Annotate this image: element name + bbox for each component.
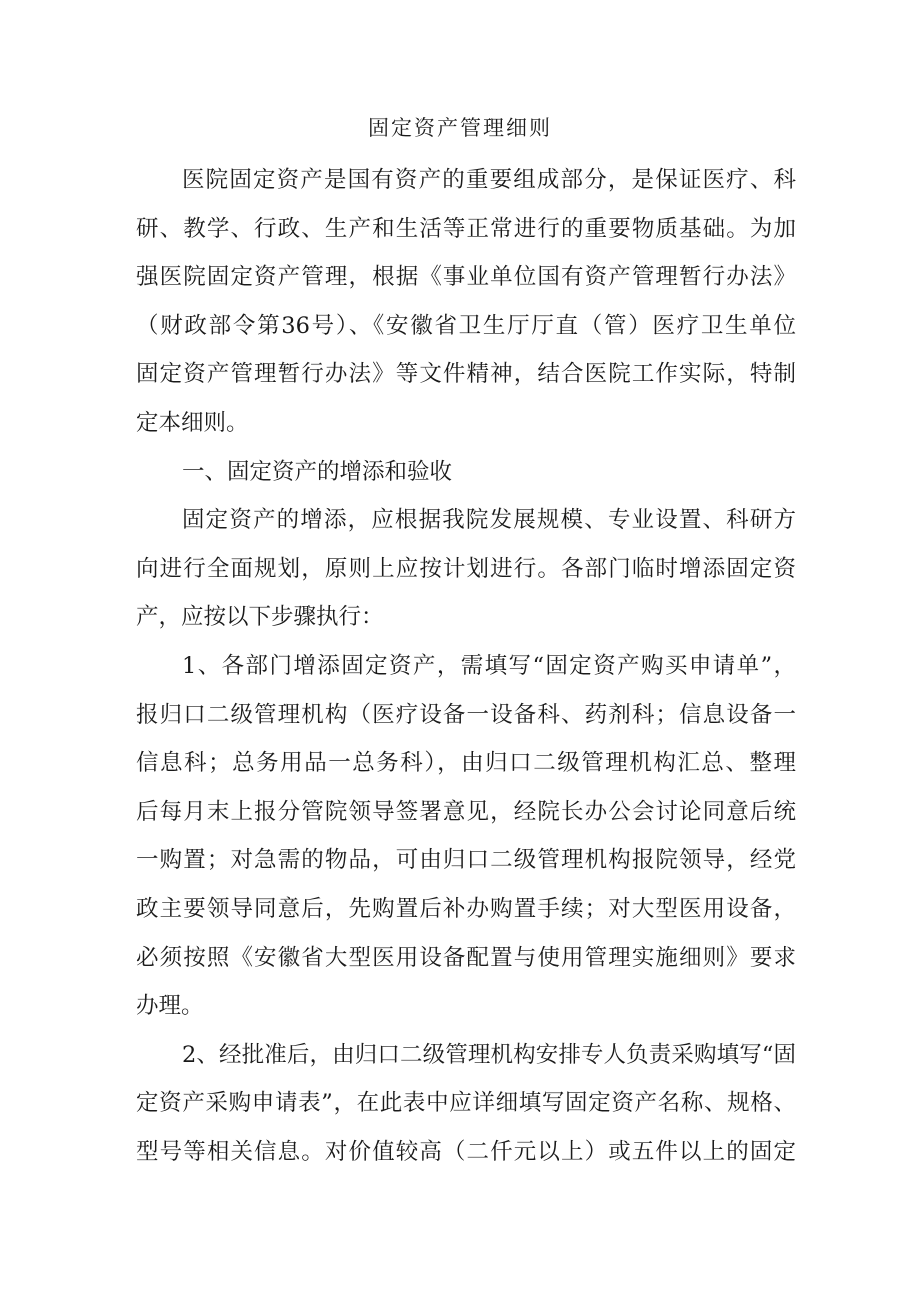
paragraph-line: （财政部令第36号）、《安徽省卫生厅厅直（管）医疗卫生单位 bbox=[136, 312, 796, 339]
paragraph-line: 产，应按以下步骤执行： bbox=[136, 604, 384, 631]
paragraph-line: 定本细则。 bbox=[136, 409, 249, 436]
paragraph-line: 研、教学、行政、生产和生活等正常进行的重要物质基础。为加 bbox=[136, 215, 796, 242]
paragraph-line: 型号等相关信息。对价值较高（二仟元以上）或五件以上的固定 bbox=[136, 1138, 796, 1165]
document-body bbox=[136, 156, 796, 1176]
paragraph-line: 定资产采购申请表”，在此表中应详细填写固定资产名称、规格、 bbox=[136, 1090, 796, 1117]
paragraph-line: 一购置；对急需的物品，可由归口二级管理机构报院领导，经党 bbox=[136, 847, 796, 874]
paragraph-line: 1、各部门增添固定资产，需填写“固定资产购买申请单”， bbox=[182, 652, 796, 679]
paragraph-line: 后每月末上报分管院领导签署意见，经院长办公会讨论同意后统 bbox=[136, 798, 796, 825]
paragraph-line: 报归口二级管理机构（医疗设备一设备科、药剂科；信息设备一 bbox=[136, 701, 796, 728]
paragraph-line: 政主要领导同意后，先购置后补办购置手续；对大型医用设备， bbox=[136, 895, 796, 922]
paragraph-line: 固定资产的增添，应根据我院发展规模、专业设置、科研方 bbox=[182, 507, 796, 534]
paragraph-line: 强医院固定资产管理，根据《事业单位国有资产管理暂行办法》 bbox=[136, 264, 796, 291]
paragraph-line: 办理。 bbox=[136, 993, 204, 1020]
paragraph-line: 医院固定资产是国有资产的重要组成部分，是保证医疗、科 bbox=[182, 167, 796, 193]
paragraph-line: 必须按照《安徽省大型医用设备配置与使用管理实施细则》要求 bbox=[136, 944, 796, 971]
paragraph-line: 2、经批准后，由归口二级管理机构安排专人负责采购填写“固 bbox=[182, 1041, 796, 1068]
paragraph-line: 向进行全面规划，原则上应按计划进行。各部门临时增添固定资 bbox=[136, 555, 796, 582]
document-title: 固定资产管理细则 bbox=[368, 116, 552, 140]
paragraph-line: 固定资产管理暂行办法》等文件精神，结合医院工作实际，特制 bbox=[136, 361, 796, 388]
paragraph-line: 信息科；总务用品一总务科），由归口二级管理机构汇总、整理 bbox=[136, 750, 796, 777]
section-heading: 一、固定资产的增添和验收 bbox=[182, 458, 453, 485]
